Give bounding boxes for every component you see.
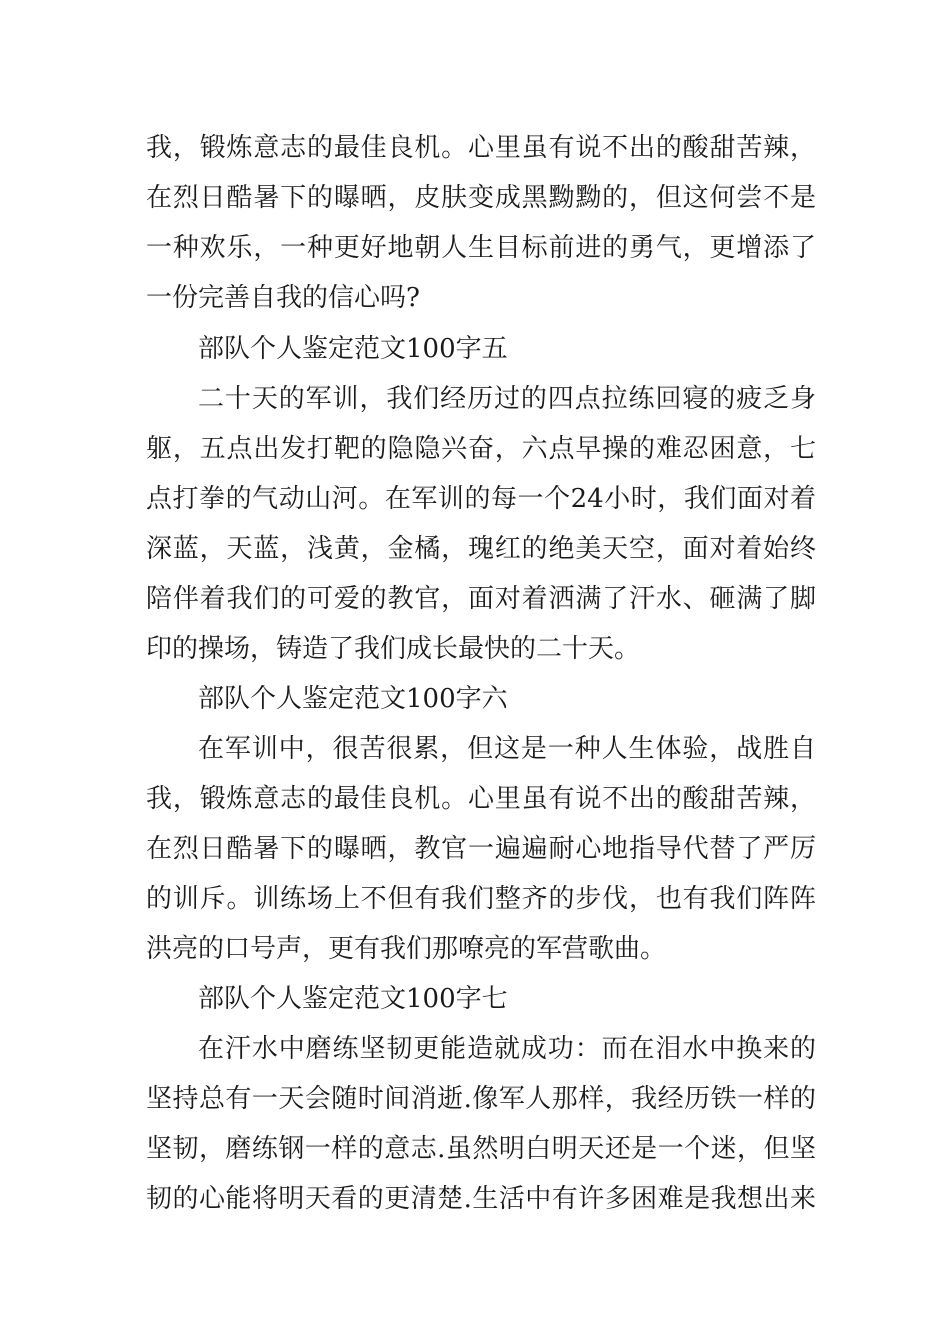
section-heading: 部队个人鉴定范文100字六 bbox=[198, 684, 508, 714]
paragraph-line: 印的操场，铸造了我们成长最快的二十天。 bbox=[146, 634, 641, 664]
paragraph-line: 深蓝，天蓝，浅黄，金橘，瑰红的绝美天空，面对着始终 bbox=[146, 534, 816, 564]
paragraph-line: 一种欢乐，一种更好地朝人生目标前进的勇气，更增添了 bbox=[146, 233, 816, 263]
paragraph-line: 坚持总有一天会随时间消逝.像军人那样，我经历铁一样的 bbox=[146, 1084, 816, 1114]
paragraph-line: 躯，五点出发打靶的隐隐兴奋，六点早操的难忍困意，七 bbox=[146, 434, 816, 464]
paragraph-line: 韧的心能将明天看的更清楚.生活中有许多困难是我想出来 bbox=[146, 1184, 816, 1214]
paragraph-line: 在汗水中磨练坚韧更能造就成功：而在泪水中换来的 bbox=[198, 1034, 816, 1064]
paragraph-line: 的训斥。训练场上不但有我们整齐的步伐，也有我们阵阵 bbox=[146, 884, 816, 914]
paragraph-line: 我，锻炼意志的最佳良机。心里虽有说不出的酸甜苦辣， bbox=[146, 784, 816, 814]
paragraph-line: 点打拳的气动山河。在军训的每一个24小时，我们面对着 bbox=[146, 484, 816, 514]
paragraph-line: 坚韧，磨练钢一样的意志.虽然明白明天还是一个迷，但坚 bbox=[146, 1134, 816, 1164]
section-heading: 部队个人鉴定范文100字七 bbox=[198, 984, 508, 1014]
paragraph-line: 洪亮的口号声，更有我们那嘹亮的军营歌曲。 bbox=[146, 934, 667, 964]
paragraph-line: 在军训中，很苦很累，但这是一种人生体验，战胜自 bbox=[198, 734, 816, 764]
paragraph-line: 在烈日酷暑下的曝晒，皮肤变成黑黝黝的，但这何尝不是 bbox=[146, 183, 816, 213]
paragraph-line: 二十天的军训，我们经历过的四点拉练回寝的疲乏身 bbox=[198, 384, 816, 414]
section-heading: 部队个人鉴定范文100字五 bbox=[198, 334, 508, 364]
paragraph-line: 陪伴着我们的可爱的教官，面对着洒满了汗水、砸满了脚 bbox=[146, 584, 816, 614]
paragraph-line: 一份完善自我的信心吗? bbox=[146, 283, 420, 313]
paragraph-line: 在烈日酷暑下的曝晒，教官一遍遍耐心地指导代替了严厉 bbox=[146, 834, 816, 864]
paragraph-line: 我，锻炼意志的最佳良机。心里虽有说不出的酸甜苦辣， bbox=[146, 133, 816, 163]
